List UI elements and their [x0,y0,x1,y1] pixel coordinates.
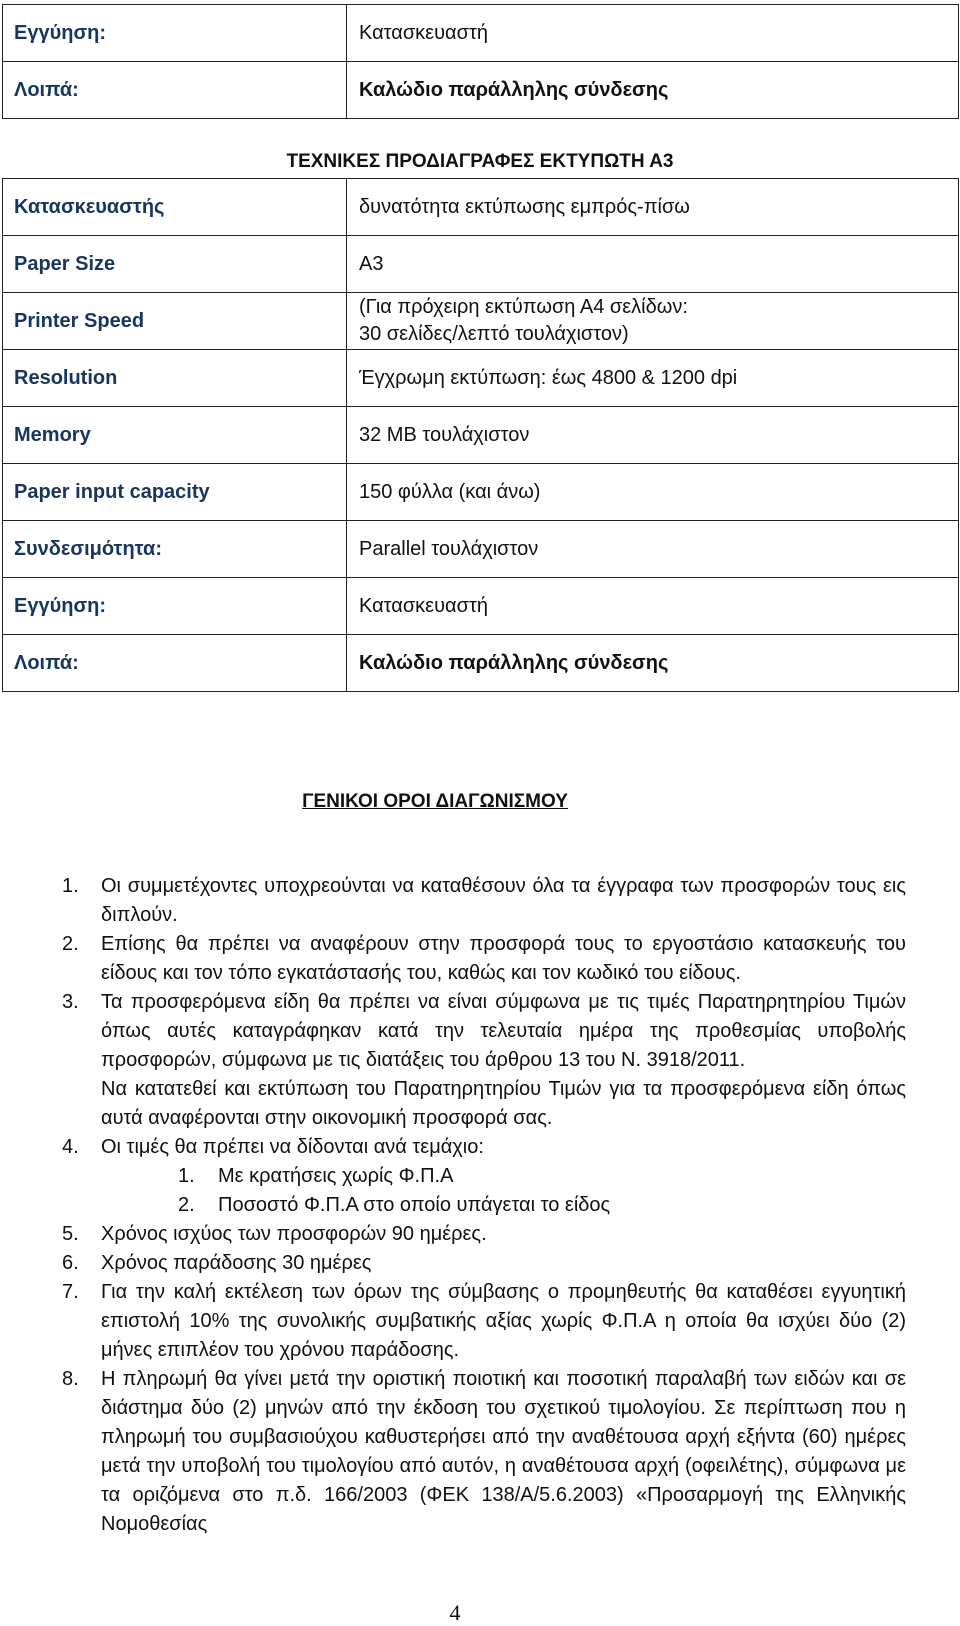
list-item [0,872,906,930]
row-label: Λοιπά: [3,62,347,119]
row-value: Καλώδιο παράλληλης σύνδεσης [347,635,959,692]
item-number: 2. [178,1194,195,1216]
row-label: Memory [3,407,347,464]
item-text: Να κατατεθεί και εκτύπωση του Παρατηρητηρίου Τιμών για τα προσφερόμενα είδη όπως αυτά αναφέρονται στην οικονομική προσφορά σας. [101,1078,906,1129]
item-text: Επίσης θα πρέπει να αναφέρουν στην προσφορά τους το εργοστάσιο κατασκευής του είδους και τον τόπο εγκατάστασής του, καθώς και τον κωδικό του είδους. [101,933,906,984]
sub-list-item [0,1191,818,1220]
item-number: 2. [62,933,79,955]
row-value: Καλώδιο παράλληλης σύνδεσης [347,62,959,119]
item-text: Ποσοστό Φ.Π.Α στο οποίο υπάγεται το είδος [218,1194,611,1216]
sub-list-item [0,1162,818,1191]
list-item [0,1278,906,1365]
table-row [3,464,959,521]
list-item [0,1133,906,1162]
item-text: Οι τιμές θα πρέπει να δίδονται ανά τεμάχιο: [101,1136,484,1158]
item-text: Για την καλή εκτέλεση των όρων της σύμβασης ο προμηθευτής θα καταθέσει εγγυητική επιστολή 10% της συνολικής συμβατικής αξίας χωρίς Φ.Π.Α η οποία θα ισχύει δύο (2) μήνες επιπλέον του χρόνου παράδοσης. [101,1281,906,1361]
list-item [0,1220,906,1249]
item-number: 7. [62,1281,79,1303]
top-spec-table [2,4,959,119]
item-number: 6. [62,1252,79,1274]
item-number: 3. [62,991,79,1013]
item-number: 1. [178,1165,195,1187]
row-label: Printer Speed [3,293,347,350]
item-text: Τα προσφερόμενα είδη θα πρέπει να είναι σύμφωνα με τις τιμές Παρατηρητηρίου Τιμών όπως αυτές καταγράφηκαν κατά την τελευταία ημέρα της προθεσμίας υποβολής προσφορών, σύμφωνα με τις διατάξεις του άρθρου 13 του Ν. 3918/2011. [101,991,906,1071]
row-value: 32 MB τουλάχιστον [347,407,959,464]
item-text: Χρόνος ισχύος των προσφορών 90 ημέρες. [101,1223,487,1245]
item-text: Οι συμμετέχοντες υποχρεούνται να καταθέσουν όλα τα έγγραφα των προσφορών τους εις διπλούν. [101,875,906,926]
row-label: Εγγύηση: [3,5,347,62]
row-value: δυνατότητα εκτύπωσης εμπρός-πίσω [347,179,959,236]
page-number: 4 [449,1600,461,1625]
table-row [3,179,959,236]
row-label: Paper Size [3,236,347,293]
row-label: Resolution [3,350,347,407]
printer-spec-table [2,178,959,692]
row-value-line: 30 σελίδες/λεπτό τουλάχιστον) [359,323,629,345]
row-label: Κατασκευαστής [3,179,347,236]
table-row [3,236,959,293]
item-number: 1. [62,875,79,897]
row-label: Λοιπά: [3,635,347,692]
item-number: 4. [62,1136,79,1158]
item-text: Με κρατήσεις χωρίς Φ.Π.Α [218,1165,454,1187]
table-row [3,521,959,578]
item-text: Χρόνος παράδοσης 30 ημέρες [101,1252,372,1274]
item-number: 8. [62,1368,79,1390]
list-item [0,930,906,988]
table-row [3,293,959,350]
row-value: Έγχρωμη εκτύπωση: έως 4800 & 1200 dpi [347,350,959,407]
row-value: Parallel τουλάχιστον [347,521,959,578]
item-number: 5. [62,1223,79,1245]
list-item [0,1249,906,1278]
table-row [3,635,959,692]
terms-list [0,872,960,1539]
row-value: Κατασκευαστή [347,578,959,635]
list-item [0,1365,906,1539]
row-label: Paper input capacity [3,464,347,521]
spec-table-caption: ΤΕΧΝΙΚΕΣ ΠΡΟΔΙΑΓΡΑΦΕΣ ΕΚΤΥΠΩΤΗ Α3 [286,151,674,172]
row-value: A3 [347,236,959,293]
row-value [347,293,959,350]
list-item [0,988,906,1133]
table-row [3,578,959,635]
item-text: Η πληρωμή θα γίνει μετά την οριστική ποιοτική και ποσοτική παραλαβή των ειδών και σε διάστημα δύο (2) μηνών από την έκδοση του σχετικού τιμολογίου. Σε περίπτωση που η πληρωμή του συμβασιούχου καθυστερήσει από την αναθέτουσα αρχή εξήντα (60) ημέρες μετά την υποβολή του τιμολογίου από αυτόν, η αναθέτουσα αρχή (οφειλέτης), σύμφωνα με τα οριζόμενα στο π.δ. 166/2003 (ΦΕΚ 138/Α/5.6.2003) «Προσαρμογή της Ελληνικής Νομοθεσίας [101,1368,906,1535]
table-row [3,350,959,407]
row-label: Εγγύηση: [3,578,347,635]
row-label: Συνδεσιμότητα: [3,521,347,578]
row-value-line: (Για πρόχειρη εκτύπωση Α4 σελίδων: [359,296,688,318]
table-row [3,5,959,62]
terms-title: ΓΕΝΙΚΟΙ ΟΡΟΙ ΔΙΑΓΩΝΙΣΜΟΥ [302,791,568,812]
row-value: 150 φύλλα (και άνω) [347,464,959,521]
row-value: Κατασκευαστή [347,5,959,62]
table-row [3,62,959,119]
table-row [3,407,959,464]
